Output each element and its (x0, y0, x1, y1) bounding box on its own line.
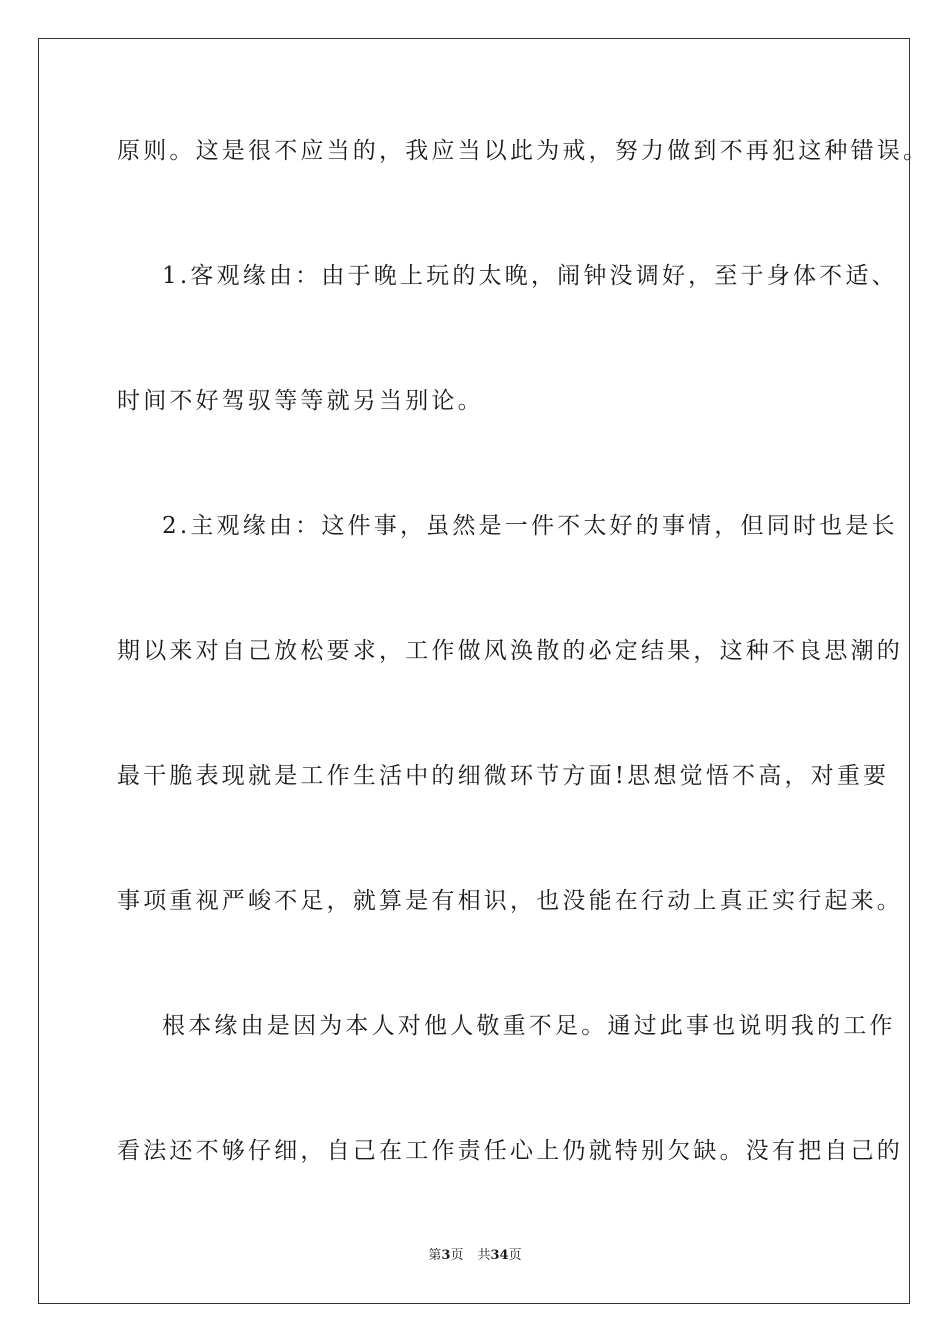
text-line: 期以来对自己放松要求，工作做风涣散的必定结果，这种不良思潮的 (117, 638, 903, 664)
page-border (38, 38, 910, 1304)
text-line: 看法还不够仔细，自己在工作责任心上仍就特别欠缺。没有把自己的 (117, 1138, 903, 1164)
page-footer (0, 1246, 950, 1266)
page-suffix: 页 (450, 1248, 464, 1263)
total-suffix: 页 (508, 1248, 522, 1263)
total-prefix: 共 (477, 1248, 491, 1263)
text-line: 事项重视严峻不足，就算是有相识，也没能在行动上真正实行起来。 (117, 888, 903, 914)
page-number: 3 (441, 1248, 451, 1263)
text-line: 最干脆表现就是工作生活中的细微环节方面!思想觉悟不高，对重要 (117, 763, 890, 789)
total-pages: 34 (490, 1248, 509, 1263)
text-line: 根本缘由是因为本人对他人敬重不足。通过此事也说明我的工作 (162, 1013, 896, 1039)
text-line: 原则。这是很不应当的，我应当以此为戒，努力做到不再犯这种错误。 (117, 138, 930, 164)
text-line: 时间不好驾驭等等就另当别论。 (117, 388, 484, 414)
text-line: 2.主观缘由：这件事，虽然是一件不太好的事情，但同时也是长 (162, 513, 898, 539)
page-prefix: 第 (428, 1248, 442, 1263)
text-line: 1.客观缘由：由于晚上玩的太晚，闹钟没调好，至于身体不适、 (162, 263, 898, 289)
